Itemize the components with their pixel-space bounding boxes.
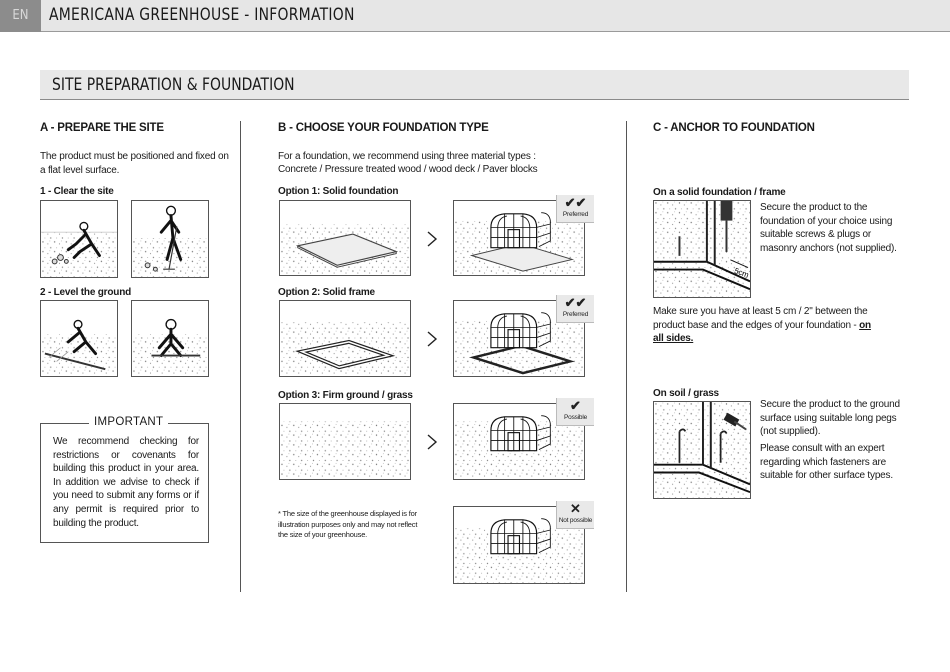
solid-foundation-text: Secure the product to the foundation of your choice using suitable screws & plugs or masonry anchors (not supplied). — [760, 202, 897, 254]
column-divider — [626, 121, 627, 592]
step1-label: 1 - Clear the site — [40, 186, 114, 197]
anchor-drill-illustration — [653, 200, 751, 298]
check-icon: ✔ — [570, 398, 581, 413]
solid-foundation-illustration — [279, 200, 411, 276]
clear-site-illustration-raking — [131, 200, 209, 278]
firm-ground-illustration — [279, 403, 411, 480]
badge-label: Preferred — [562, 311, 589, 318]
important-title: IMPORTANT — [89, 416, 168, 428]
level-ground-illustration-crouching — [131, 300, 209, 377]
important-text: We recommend checking for restrictions or covenants for building this product in your area. In addition we advise to check if you need to submit any forms or if any permit is required prior to building the product. — [53, 436, 199, 529]
column-a-intro: The product must be positioned and fixed on a flat level surface. — [40, 151, 229, 176]
chevron-right-icon — [425, 230, 439, 248]
illustration-note: * The size of the greenhouse displayed is for illustration purposes only and may not reflect the size of your greenhouse. — [278, 509, 418, 539]
section-title: SITE PREPARATION & FOUNDATION — [52, 75, 295, 95]
badge-label: Preferred — [562, 211, 589, 218]
solid-foundation-label: On a solid foundation / frame — [653, 187, 786, 198]
important-notice-box — [40, 416, 209, 543]
option2-label: Option 2: Solid frame — [278, 287, 375, 298]
solid-frame-illustration — [279, 300, 411, 377]
soil-advice-text: Please consult with an expert regarding which fasteners are suitable for other surface types. — [760, 443, 893, 481]
clear-site-illustration-kneeling — [40, 200, 118, 278]
chevron-right-icon — [425, 433, 439, 451]
chevron-right-icon — [425, 330, 439, 348]
gap-instruction — [653, 305, 873, 346]
double-check-icon: ✔✔ — [564, 195, 587, 210]
option3-label: Option 3: Firm ground / grass — [278, 390, 413, 401]
preferred-badge — [556, 195, 594, 223]
soil-label: On soil / grass — [653, 388, 719, 399]
double-check-icon: ✔✔ — [564, 295, 587, 310]
section-bar — [40, 70, 909, 100]
badge-label: Possible — [564, 414, 587, 421]
dimension-label: 5cm — [733, 266, 750, 280]
language-badge: EN — [0, 0, 41, 32]
anchor-peg-illustration — [653, 401, 751, 499]
column-b-intro-line1: For a foundation, we recommend using three material types : — [278, 151, 536, 162]
header-bar — [0, 0, 950, 32]
not-possible-badge — [556, 501, 594, 529]
option1-label: Option 1: Solid foundation — [278, 186, 399, 197]
gap-emphasis: on all sides. — [653, 319, 871, 344]
column-a-heading: A - PREPARE THE SITE — [40, 122, 164, 134]
column-b-intro-line2: Concrete / Pressure treated wood / wood deck / Paver blocks — [278, 164, 538, 175]
level-ground-illustration-kneeling — [40, 300, 118, 377]
possible-badge — [556, 398, 594, 426]
column-b-heading: B - CHOOSE YOUR FOUNDATION TYPE — [278, 122, 489, 134]
column-divider — [240, 121, 241, 592]
preferred-badge — [556, 295, 594, 323]
column-c-heading: C - ANCHOR TO FOUNDATION — [653, 122, 815, 134]
cross-icon: ✕ — [570, 501, 581, 516]
gap-text: Make sure you have at least 5 cm / 2" between the product base and the edges of your foundation - — [653, 306, 868, 331]
badge-label: Not possible — [558, 517, 593, 524]
soil-text: Secure the product to the ground surface using suitable long pegs (not supplied). — [760, 399, 900, 437]
step2-label: 2 - Level the ground — [40, 287, 132, 298]
document-title: AMERICANA GREENHOUSE - INFORMATION — [49, 5, 355, 25]
